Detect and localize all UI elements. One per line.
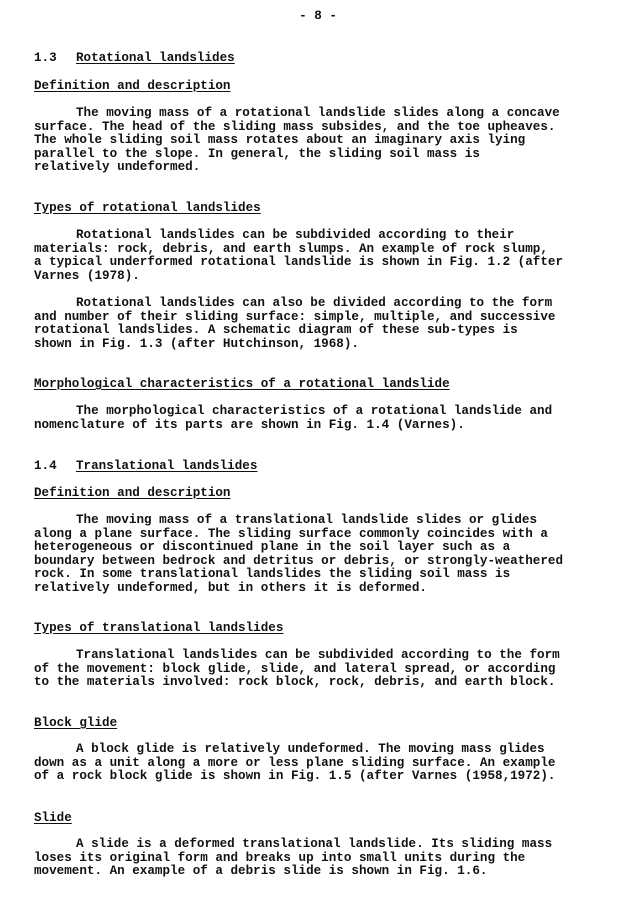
text-line: along a plane surface. The sliding surface commonly coincides with a [34,526,548,541]
paragraph-morphological [34,405,618,432]
text-line: Translational landslides can be subdivided according to the form [76,648,560,662]
text-line: The moving mass of a rotational landslide slides along a concave [76,106,560,120]
text-line: Varnes (1978). [34,268,140,283]
text-line: A block glide is relatively undeformed. The moving mass glides [76,742,545,756]
paragraph-block-glide [34,743,618,784]
text-line: rock. In some translational landslides the sliding soil mass is [34,567,511,582]
subheading-morphological: Morphological characteristics of a rotational landslide [34,377,450,391]
text-line: to the materials involved: rock block, rock, debris, and earth block. [34,675,556,690]
paragraph-definition-translational [34,514,618,596]
subheading-block-glide: Block glide [34,716,118,730]
paragraph-slide [34,838,618,879]
text-line: relatively undeformed, but in others it is deformed. [34,580,427,595]
text-line: boundary between bedrock and detritus or debris, or strongly-weathered [34,553,564,568]
text-line: and number of their sliding surface: simple, multiple, and successive [34,309,556,324]
text-line: movement. An example of a debris slide is shown in Fig. 1.6. [34,864,488,879]
paragraph-types-rotational-1 [34,229,618,283]
section-1-3-heading [34,52,618,66]
section-title: Rotational landslides [76,51,235,65]
text-line: The morphological characteristics of a rotational landslide and [76,404,553,418]
section-number: 1.4 [34,459,57,473]
subheading-slide: Slide [34,811,72,825]
text-line: down as a unit along a more or less plane sliding surface. An example [34,755,556,770]
subheading-types-rotational: Types of rotational landslides [34,201,261,215]
text-line: surface. The head of the sliding mass subsides, and the toe upheaves. [34,119,556,134]
section-number: 1.3 [34,51,57,65]
text-line: of the movement: block glide, slide, and lateral spread, or according [34,661,556,676]
paragraph-definition-rotational [34,107,618,175]
text-line: nomenclature of its parts are shown in Fig. 1.4 (Varnes). [34,417,465,432]
text-line: parallel to the slope. In general, the sliding soil mass is [34,146,480,161]
section-1-4-heading [34,460,618,474]
subheading-types-translational: Types of translational landslides [34,621,284,635]
text-line: of a rock block glide is shown in Fig. 1.5 (after Varnes (1958,1972). [34,769,556,784]
text-line: materials: rock, debris, and earth slumps. An example of rock slump, [34,241,548,256]
text-line: a typical underformed rotational landslide is shown in Fig. 1.2 (after [34,255,564,270]
text-line: Rotational landslides can also be divided according to the form [76,296,553,310]
paragraph-types-translational [34,649,618,690]
text-line: heterogeneous or discontinued plane in the soil layer such as a [34,540,511,555]
text-line: The moving mass of a translational landslide slides or glides [76,513,538,527]
subheading-definition-rotational: Definition and description [34,79,231,93]
subheading-definition-translational: Definition and description [34,486,231,500]
text-line: loses its original form and breaks up into small units during the [34,850,526,865]
section-title: Translational landslides [76,459,258,473]
text-line: relatively undeformed. [34,160,201,175]
text-line: A slide is a deformed translational landslide. Its sliding mass [76,837,553,851]
page-number: - 8 - [299,9,337,23]
text-line: Rotational landslides can be subdivided according to their [76,228,515,242]
text-line: The whole sliding soil mass rotates about an imaginary axis lying [34,133,526,148]
text-line: rotational landslides. A schematic diagram of these sub-types is [34,323,518,338]
text-line: shown in Fig. 1.3 (after Hutchinson, 1968). [34,336,359,351]
paragraph-types-rotational-2 [34,297,618,351]
